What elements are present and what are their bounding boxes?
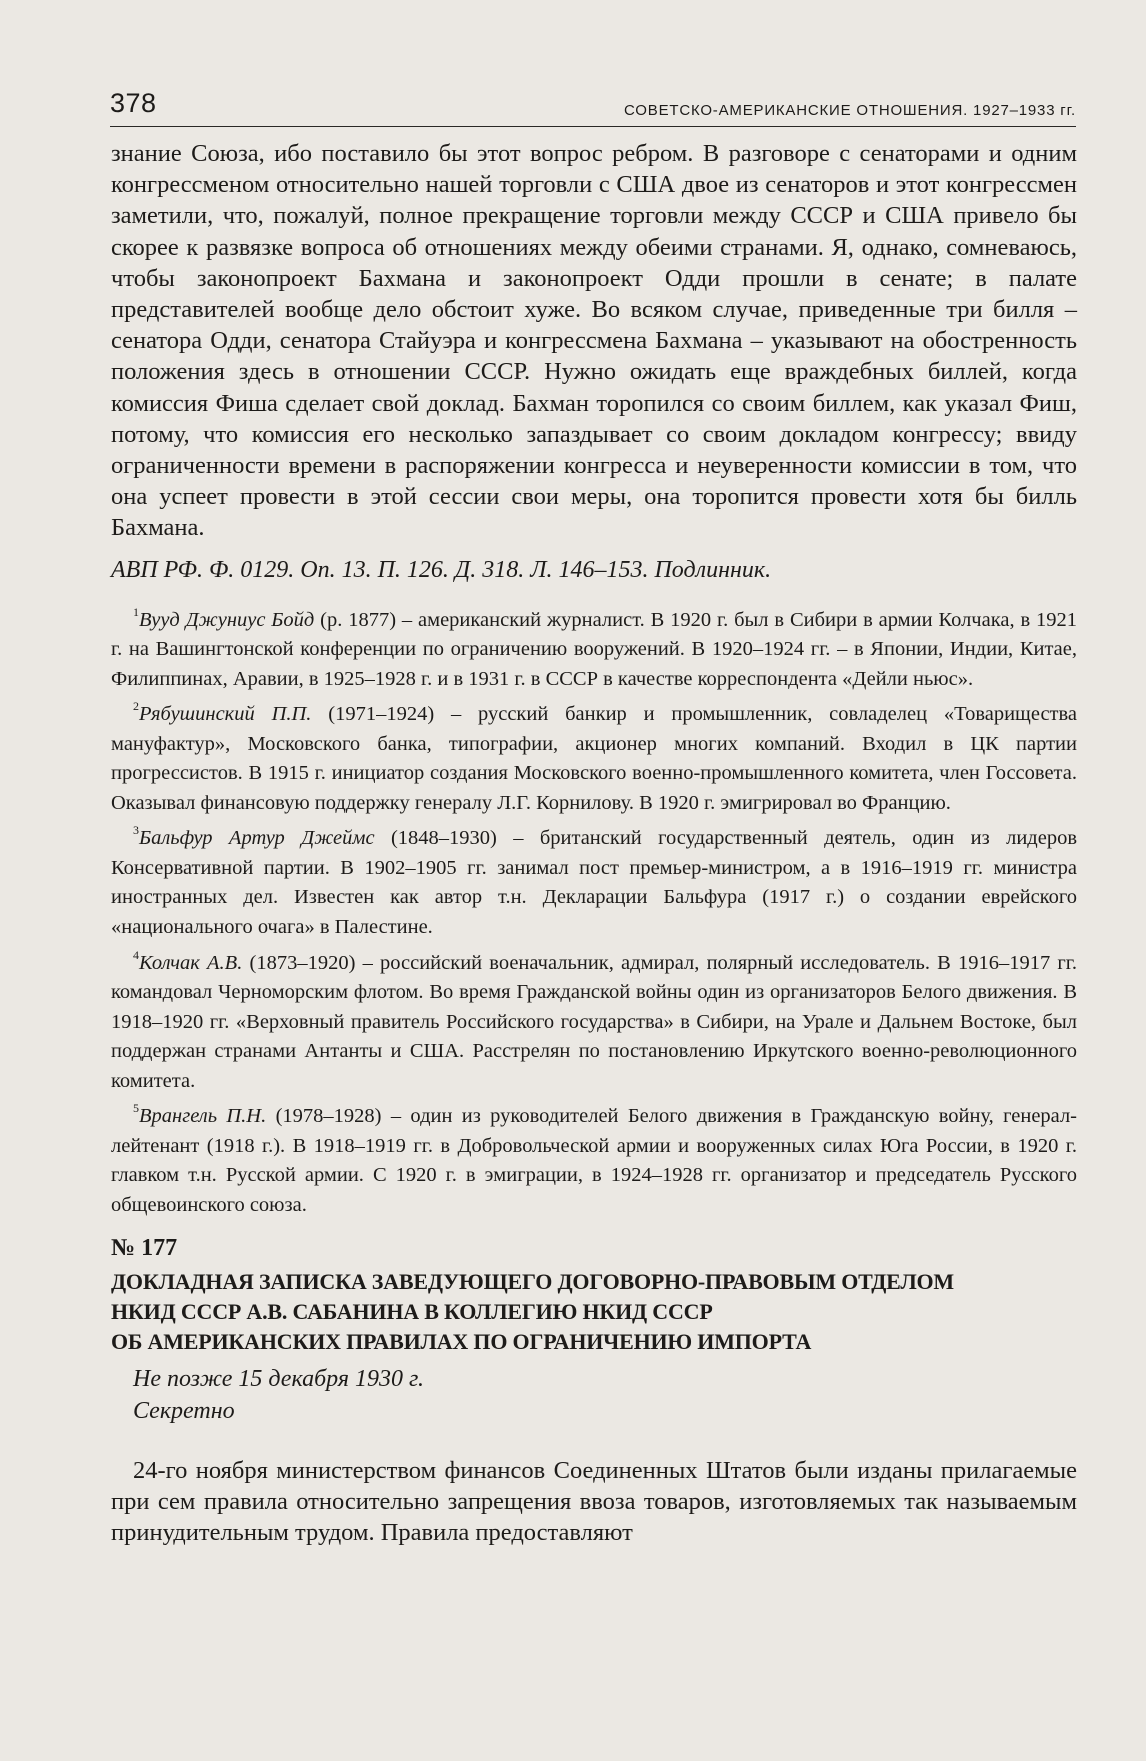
footnote [111, 694, 1077, 818]
footnote-name: Вууд Джуниус Бойд [139, 608, 315, 631]
page-header [110, 86, 1076, 127]
document-body-paragraph: 24-го ноября министерством финансов Соединенных Штатов были изданы прилагаемые при сем правила относительно запрещения ввоза товаров, изготовляемых так называемым принудительным трудом. Правила предоставляют [111, 1456, 1077, 1547]
document-classification: Секретно [133, 1397, 235, 1424]
footnote-name: Бальфур Артур Джеймс [139, 827, 375, 850]
footnote [111, 1096, 1077, 1220]
title-line: ДОКЛАДНАЯ ЗАПИСКА ЗАВЕДУЮЩЕГО ДОГОВОРНО-ПРАВОВЫМ ОТДЕЛОМ [111, 1268, 954, 1294]
page-content [111, 138, 1077, 1548]
running-head: СОВЕТСКО-АМЕРИКАНСКИЕ ОТНОШЕНИЯ. 1927–1933 гг. [624, 102, 1076, 119]
page-number: 378 [110, 88, 157, 118]
footnote-name: Колчак А.В. [139, 951, 243, 974]
footnote-marker: 4 [133, 947, 139, 962]
footnote-marker: 5 [133, 1101, 139, 1116]
footnote-text: (1978–1928) – один из руководителей Белого движения в Гражданскую войну, генерал-лейтенант (1918 г.). В 1918–1919 гг. в Добровольческой армии и вооруженных силах Юга России, в 1920 г. главком т.н. Русской армии. С 1920 г. в эмиграции, в 1924–1928 гг. организатор и председатель Русского общевоинского союза. [111, 1105, 1077, 1217]
footnote-text: (1971–1924) – русский банкир и промышленник, совладелец «Товарищества мануфактур», Московского банка, типографии, акционер многих компаний. Входил в ЦК партии прогрессистов. В 1915 г. инициатор создания Московского военно-промышленного комитета, член Госсовета. Оказывал финансовую поддержку генералу Л.Г. Корнилову. В 1920 г. эмигрировал во Францию. [111, 703, 1078, 814]
footnote-text: (1873–1920) – российский военачальник, адмирал, полярный исследователь. В 1916–1917 гг. командовал Черноморским флотом. Во время Гражданской войны один из организаторов Белого движения. В 1918–1920 гг. «Верховный правитель Российского государства» в Сибири, на Урале и Дальнем Востоке, был поддержан странами Антанты и США. Расстрелян по постановлению Иркутского военно-революционного комитета. [111, 951, 1078, 1092]
footnote-name: Рябушинский П.П. [139, 703, 312, 726]
footnote-marker: 3 [133, 823, 139, 838]
footnote-marker: 2 [133, 699, 139, 714]
title-line: НКИД СССР А.В. САБАНИНА В КОЛЛЕГИЮ НКИД СССР [111, 1298, 713, 1324]
title-line: ОБ АМЕРИКАНСКИХ ПРАВИЛАХ ПО ОГРАНИЧЕНИЮ ИМПОРТА [111, 1328, 812, 1354]
footnote [111, 943, 1077, 1097]
archive-reference: АВП РФ. Ф. 0129. Оп. 13. П. 126. Д. 318. Л. 146–153. Подлинник. [111, 556, 772, 583]
footnote-text: (р. 1877) – американский журналист. В 1920 г. был в Сибири в армии Колчака, в 1921 г. на Вашингтонской конференции по ограничению вооружений. В 1920–1924 гг. – в Японии, Индии, Китае, Филиппинах, Аравии, в 1925–1928 г. и в 1931 г. в СССР в качестве корреспондента «Дейли ньюс». [111, 608, 1077, 690]
footnote [111, 600, 1077, 695]
document-number: № 177 [111, 1234, 178, 1261]
footnote-name: Врангель П.Н. [139, 1105, 267, 1128]
document-meta [133, 1363, 1077, 1427]
body-paragraph: знание Союза, ибо поставило бы этот вопрос ребром. В разговоре с сенаторами и одним конгрессменом относительно нашей торговли с США двое из сенаторов и этот конгрессмен заметили, что, пожалуй, полное прекращение торговли между СССР и США привело бы скорее к развязке вопроса об отношениях между обеими странами. Я, однако, сомневаюсь, чтобы законопроект Бахмана и законопроект Одди прошли в сенате; в палате представителей вообще дело обстоит хуже. Во всяком случае, приведенные три билля – сенатора Одди, сенатора Стайуэра и конгрессмена Бахмана – указывают на обостренность положения здесь в отношении СССР. Нужно ожидать еще враждебных биллей, когда комиссия Фиша сделает свой доклад. Бахман торопился со своим биллем, как указал Фиш, потому, что комиссия его несколько запаздывает со своим докладом конгрессу; ввиду ограниченности времени в распоряжении конгресса и неуверенности комиссии в том, что она успеет провести в этой сессии свои меры, она торопится провести хотя бы билль Бахмана. [111, 140, 1077, 542]
footnote [111, 818, 1077, 942]
footnote-marker: 1 [133, 604, 139, 619]
document-title [111, 1267, 1077, 1357]
document-date: Не позже 15 декабря 1930 г. [133, 1365, 425, 1392]
footnote-text: (1848–1930) – британский государственный деятель, один из лидеров Консервативной партии. В 1902–1905 гг. занимал пост премьер-министром, а в 1916–1919 гг. министра иностранных дел. Известен как автор т.н. Декларации Бальфура (1917 г.) о создании еврейского «национального очага» в Палестине. [111, 827, 1077, 939]
footnotes [111, 600, 1077, 1221]
